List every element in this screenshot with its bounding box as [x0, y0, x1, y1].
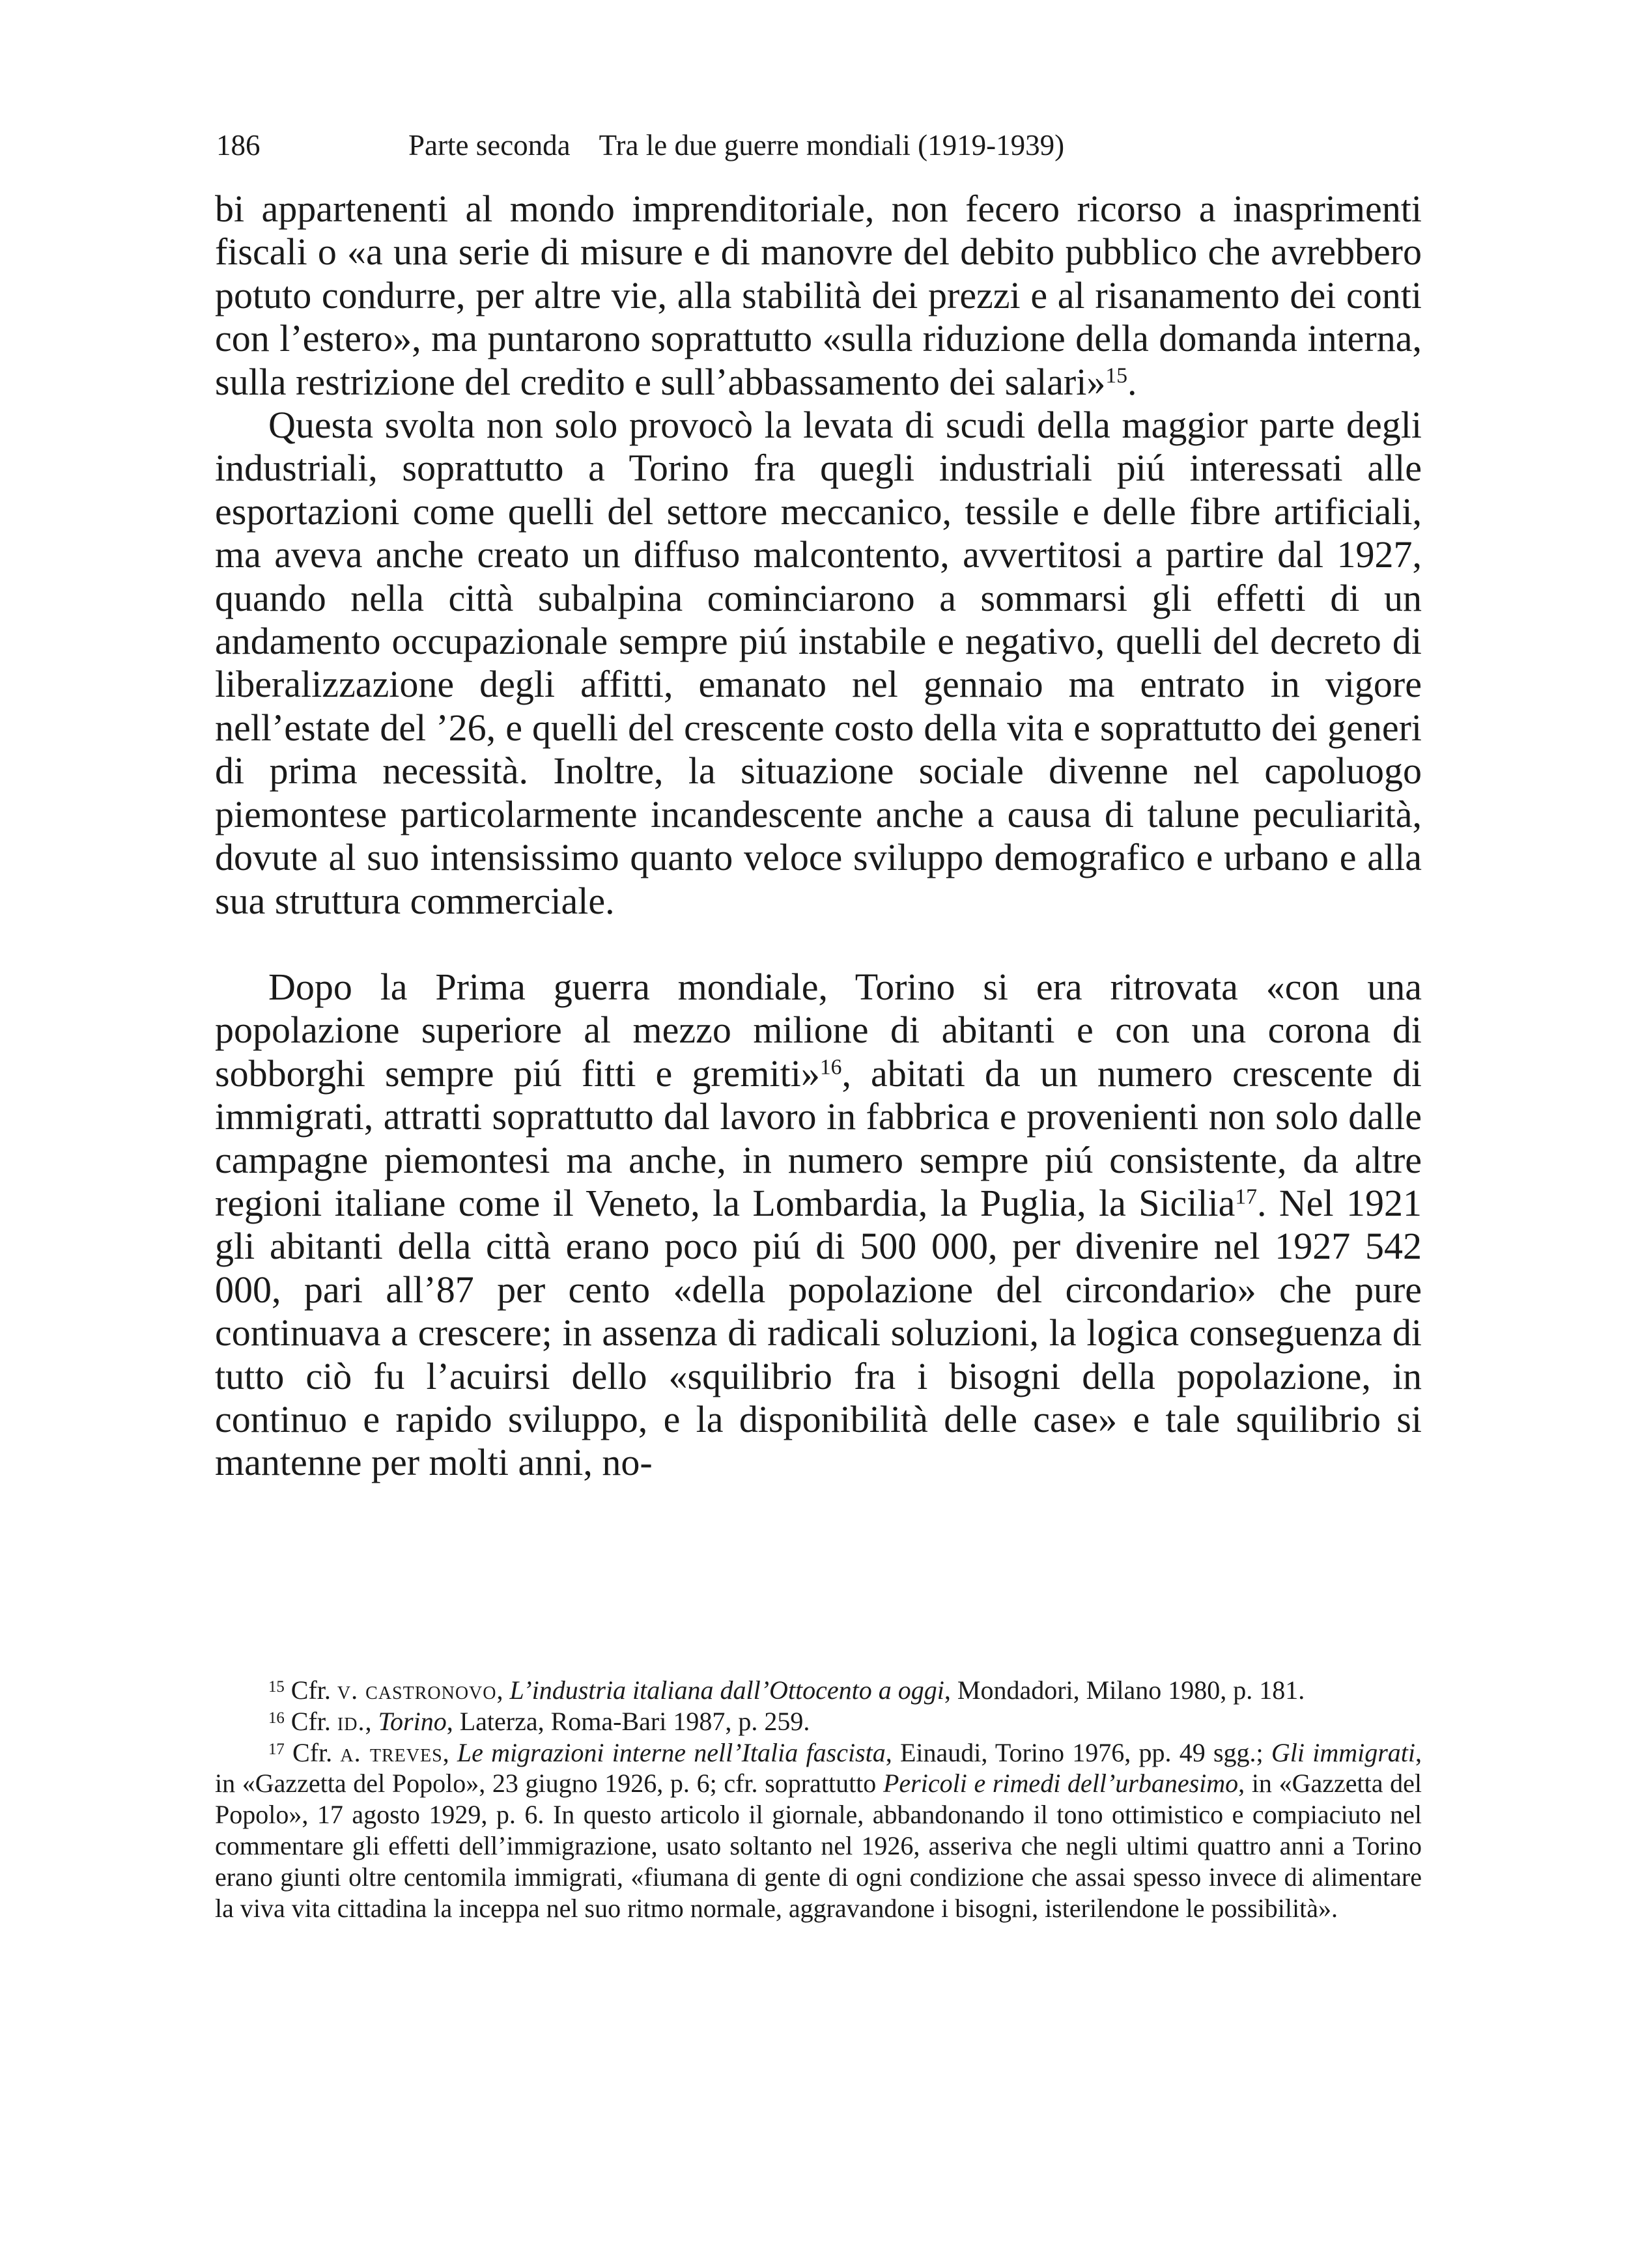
footnote-number: 16	[268, 1709, 285, 1727]
footnote-title: Le migrazioni interne nell’Italia fascista	[457, 1737, 886, 1767]
footnotes	[215, 1675, 1422, 1924]
paragraph-text: . Nel 1921 gli abitanti della città erano poco piú di 500 000, per divenire nel 1927 542 000, pari all’87 per cento «della popolazione del circondario» che pure continuava a crescere; in assenza di radicali soluzioni, la logica conseguenza di tutto ciò fu l’acuirsi dello «squilibrio fra i bisogni della popolazione, in continuo e rapido sviluppo, e la disponibilità delle case» e tale squilibrio si mantenne per molti anni, no-	[215, 1181, 1422, 1484]
footnote-ref-16: 16	[819, 1055, 842, 1080]
footnote-cfr: Cfr.	[290, 1675, 331, 1705]
footnote-rest: , Einaudi, Torino 1976, pp. 49 sgg.;	[885, 1737, 1264, 1767]
main-text	[215, 188, 1422, 1485]
footnote-author: a. treves	[340, 1737, 443, 1767]
footnote-rest: , Mondadori, Milano 1980, p. 181.	[944, 1675, 1305, 1705]
footnote-cfr: Cfr.	[292, 1737, 333, 1767]
page-number: 186	[216, 129, 261, 161]
footnote-rest: , Laterza, Roma-Bari 1987, p. 259.	[446, 1706, 810, 1736]
footnote-ref-17: 17	[1235, 1184, 1258, 1209]
paragraph-text: , abitati da un numero crescente di immigrati, attratti soprattutto dal lavoro in fabbrica e provenienti non solo dalle campagne piemontesi ma anche, in numero sempre piú consistente, da altre regioni italiane come il Veneto, la Lombardia, la Puglia, la Sicilia	[215, 1052, 1422, 1224]
footnote-17: $^{17}$ Cfr. a. treves, Le migrazioni interne nell’Italia fascista, Einaudi, Torino 1976, pp. 49 sgg.; Gli immigrati, in «Gazzetta del Popolo», 23 giugno 1926, p. 6; cfr. soprattutto Pericoli e rimedi dell’urbanesimo, in «Gazzetta del Popolo», 17 agosto 1929, p. 6. In questo articolo il giornale, abbandonando il tono ottimistico e compiaciuto nel commentare gli effetti dell’immigrazione, usato soltanto nel 1926, asseriva che negli ultimi quattro anni a Torino erano giunti oltre centomila immigrati, «fiumana di gente di ogni condizione che assai spesso invece di alimentare la viva vita cittadina la inceppa nel suo ritmo normale, aggravandone i bisogni, isterilendone le possibilità».	[215, 1737, 1422, 1923]
chapter-title: Tra le due guerre mondiali (1919-1939)	[599, 129, 1065, 161]
paragraph-3	[215, 966, 1422, 1485]
paragraph-text: Dopo la Prima guerra mondiale, Torino si era ritrovata «con una popolazione superiore al mezzo milione di abitanti e con una corona di sobborghi sempre piú fitti e gremiti»	[215, 965, 1422, 1095]
footnote-rest: , in «Gazzetta del Popolo», 17 agosto 1929, p. 6. In questo articolo il giornale, abbandonando il tono ottimistico e compiaciuto nel commentare gli effetti dell’immigrazione, usato soltanto nel 1926, asseriva che negli ultimi quattro anni a Torino erano giunti oltre centomila immigrati, «fiumana di gente di ogni condizione che assai spesso invece di alimentare la viva vita cittadina la inceppa nel suo ritmo normale, aggravandone i bisogni, isterilendone le possibilità».	[215, 1769, 1422, 1923]
paragraph-text: bi appartenenti al mondo imprenditoriale, non fecero ricorso a inasprimenti fiscali o «a una serie di misure e di manovre del debito pubblico che avrebbero potuto condurre, per altre vie, alla stabilità dei prezzi e al risanamento dei conti con l’estero», ma puntarono soprattutto «sulla riduzione della domanda interna, sulla restrizione del credito e sull’abbassamento dei salari»	[215, 188, 1422, 403]
paragraph-2: Questa svolta non solo provocò la levata di scudi della maggior parte degli industriali, soprattutto a Torino fra quegli industriali piú interessati alle esportazioni come quelli del settore meccanico, tessile e delle fibre artificiali, ma aveva anche creato un diffuso malcontento, avvertitosi a partire dal 1927, quando nella città subalpina cominciarono a sommarsi gli effetti di un andamento occupazionale sempre piú instabile e negativo, quelli del decreto di liberalizzazione degli affitti, emanato nel gennaio ma entrato in vigore nell’estate del ’26, e quelli del crescente costo della vita e soprattutto dei generi di prima necessità. Inoltre, la situazione sociale divenne nel capoluogo piemontese particolarmente incandescente anche a causa di talune peculiarità, dovute al suo intensissimo quanto veloce sviluppo demografico e urbano e alla sua struttura commerciale.	[215, 404, 1422, 922]
footnote-author: v. castronovo	[337, 1675, 497, 1705]
footnote-cfr: Cfr.	[290, 1706, 331, 1736]
footnote-author: id.	[337, 1706, 365, 1736]
paragraph-end: .	[1127, 360, 1137, 403]
footnote-title: Pericoli e rimedi dell’urbanesimo	[883, 1769, 1239, 1799]
footnote-ref-15: 15	[1105, 363, 1127, 388]
footnote-title: Gli immigrati	[1271, 1737, 1416, 1767]
footnote-16: $^{16}$ Cfr. id., Torino, Laterza, Roma-Bari 1987, p. 259.	[268, 1706, 810, 1736]
footnote-rest: , in «Gazzetta del Popolo», 23 giugno 1926, p. 6; cfr. soprattutto	[215, 1737, 1422, 1799]
paragraph-1	[215, 188, 1422, 404]
footnote-title: L’industria italiana dall’Ottocento a oggi	[509, 1675, 944, 1705]
footnote-number: 17	[268, 1740, 285, 1758]
footnote-number: 15	[268, 1677, 285, 1696]
footnote-15: $^{15}$ Cfr. v. castronovo, L’industria italiana dall’Ottocento a oggi, Mondadori, Milano 1980, p. 181.	[268, 1675, 1305, 1705]
running-title	[408, 128, 1064, 163]
part-label: Parte seconda	[408, 129, 571, 161]
footnote-title: Torino	[378, 1706, 447, 1736]
